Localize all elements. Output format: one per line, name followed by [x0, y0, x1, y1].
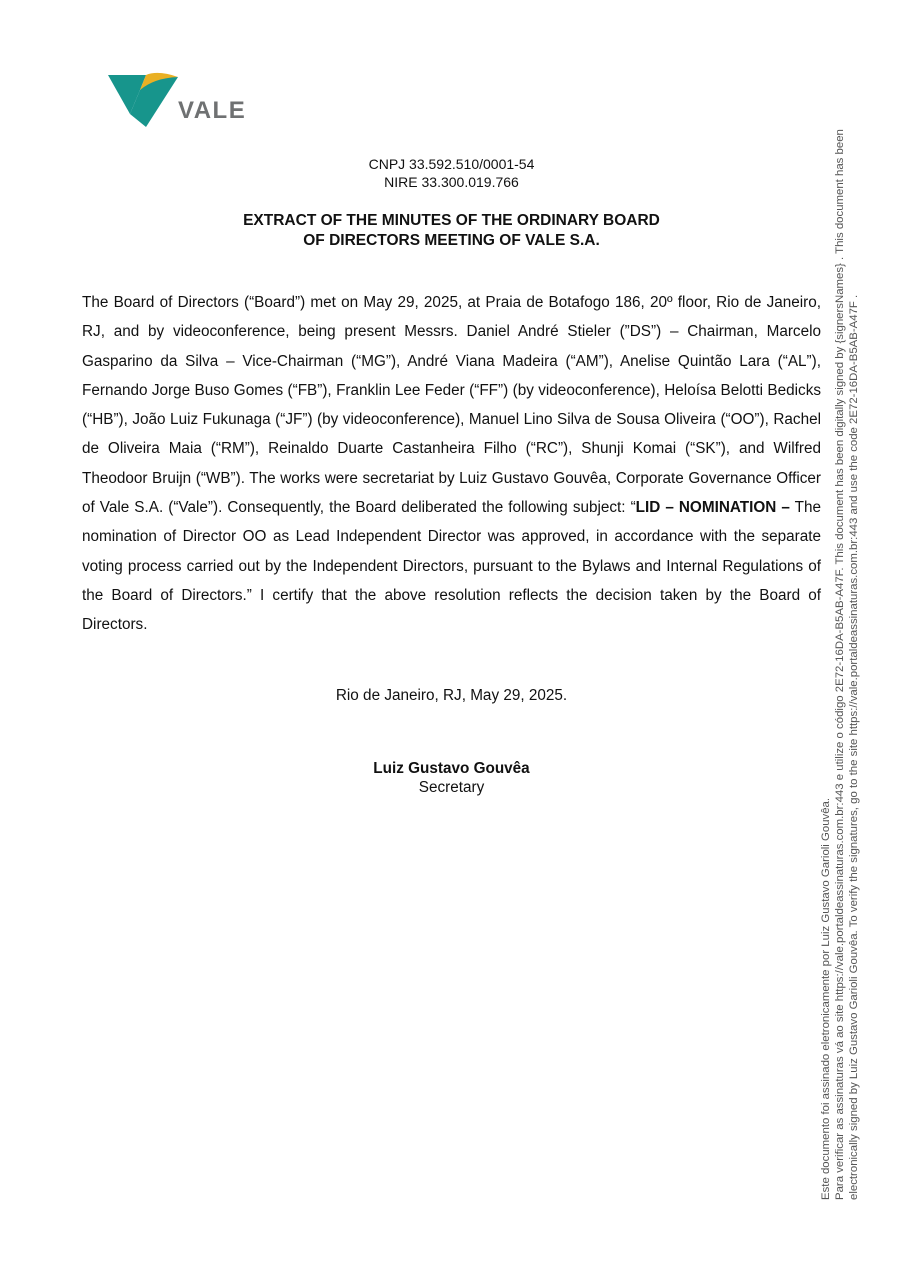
vale-logo-text: VALE: [178, 97, 247, 124]
title-line-2: OF DIRECTORS MEETING OF VALE S.A.: [303, 232, 600, 249]
vale-logo-mark-icon: [106, 72, 256, 132]
digital-signature-notice: [819, 40, 861, 1200]
signatory-role: Secretary: [418, 779, 485, 796]
body-text-after: The nomination of Director OO as Lead Independent Director was approved, in accordance with the separate voting process carried out by the Independent Directors, pursuant to the Bylaws and Internal Regulations of the Board of Directors.” I certify that the above resolution reflects the decision taken by the Board of Directors.: [82, 499, 821, 634]
document-title: [0, 211, 903, 251]
signatory-name: Luiz Gustavo Gouvêa: [373, 760, 530, 777]
cnpj-number: CNPJ 33.592.510/0001-54: [368, 156, 535, 172]
signature-notice-line-2: Para verificar as assinaturas vá ao site https://vale.portaldeassinaturas.com.br:443 e utilize o código 2E72-16DA-B5AB-A47F. This document has been digitally signed by {signersNames} . This document has been: [834, 129, 846, 1200]
place-and-date: Rio de Janeiro, RJ, May 29, 2025.: [335, 687, 568, 704]
body-bold-subject: LID – NOMINATION –: [635, 499, 790, 517]
title-line-1: EXTRACT OF THE MINUTES OF THE ORDINARY BOARD: [243, 212, 660, 229]
company-identifiers: [0, 155, 903, 191]
body-text-before: The Board of Directors (“Board”) met on May 29, 2025, at Praia de Botafogo 186, 20º floor, Rio de Janeiro, RJ, and by videoconference, being present Messrs. Daniel André Stieler (”DS”) – Chairman, Marcelo Gasparino da Silva – Vice-Chairman (“MG”), André Viana Madeira (“AM”), Anelise Quintão Lara (“AL”), Fernando Jorge Buso Gomes (“FB”), Franklin Lee Feder (“FF”) (by videoconference), Heloísa Belotti Bedicks (“HB”), João Luiz Fukunaga (“JF”) (by videoconference), Manuel Lino Silva de Sousa Oliveira (“OO”), Rachel de Oliveira Maia (“RM”), Reinaldo Duarte Castanheira Filho (“RC”), Shunji Komai (“SK”), and Wilfred Theodoor Bruijn (“WB”). The works were secretariat by Luiz Gustavo Gouvêa, Corporate Governance Officer of Vale S.A. (“Vale”). Consequently, the Board deliberated the following subject: “: [82, 294, 821, 517]
signature-notice-line-3: electronically signed by Luiz Gustavo Garioli Gouvêa. To verify the signatures, go to the site https://vale.portaldeassinaturas.com.br:443 and use the code 2E72-16DA-B5AB-A47F .: [848, 294, 860, 1200]
signature-notice-line-1: Este documento foi assinado eletronicamente por Luiz Gustavo Garioli Gouvêa.: [820, 797, 832, 1200]
signature-block: [0, 759, 903, 797]
vale-logo: [106, 72, 256, 132]
minutes-body: [82, 288, 821, 640]
nire-number: NIRE 33.300.019.766: [384, 174, 519, 190]
